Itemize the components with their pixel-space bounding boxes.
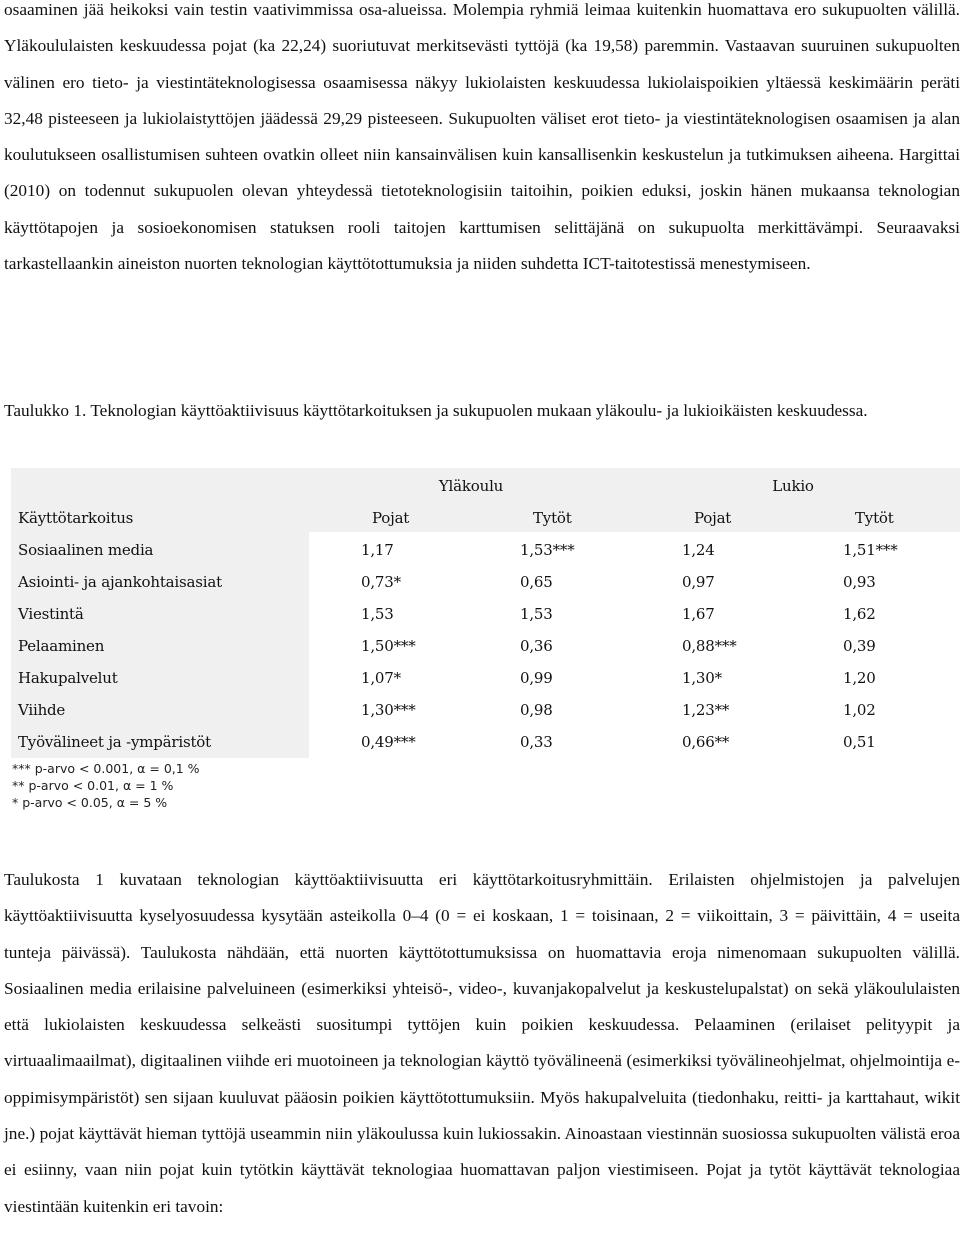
table-row (11, 566, 960, 598)
footnote-p001: ** p-arvo < 0.01, α = 1 % (12, 778, 174, 793)
cell-lukio-pojat: 1,23** (682, 701, 730, 719)
cell-lukio-tytot: 0,39 (843, 637, 876, 655)
table-row (11, 534, 960, 566)
column-header-lukio-pojat: Pojat (694, 509, 732, 527)
cell-lukio-tytot: 0,93 (843, 573, 876, 591)
footnote-p005: * p-arvo < 0.05, α = 5 % (12, 795, 168, 810)
cell-lukio-tytot: 1,51*** (843, 541, 898, 559)
cell-ylakoulu-tytot: 0,98 (520, 701, 553, 719)
row-label: Työvälineet ja -ympäristöt (18, 733, 211, 751)
table-row (11, 694, 960, 726)
cell-ylakoulu-pojat: 0,49*** (361, 733, 416, 751)
row-label: Asiointi- ja ajankohtaisasiat (18, 573, 222, 591)
cell-ylakoulu-tytot: 1,53*** (520, 541, 575, 559)
table-row (11, 726, 960, 758)
body-paragraph-intro: osaaminen jää heikoksi vain testin vaativimmissa osa-alueissa. Molempia ryhmiä leimaa kuitenkin huomattava ero sukupuolten välillä. Yläkoululaisten keskuudessa pojat (ka 22,24) suoriutuvat merkitsevästi tyttöjä (ka 19,58) paremmin. Vastaavan suuruinen sukupuolten välinen ero tieto- ja viestintäteknologisessa osaamisessa näkyy lukiolaisten keskuudessa lukiolaispoikien yltäessä keskimäärin peräti 32,48 pisteeseen ja lukiolaistyttöjen jäädessä 29,29 pisteeseen. Sukupuolten väliset erot tieto- ja viestintäteknologisen osaamisen ja alan koulutukseen osallistumisen suhteen ovatkin olleet niin kansainvälisen kuin kansallisenkin keskustelun ja tutkimuksen aiheena. Hargittai (2010) on todennut sukupuolen olevan yhteydessä tietoteknologisiin taitoihin, poikien eduksi, joskin hänen mukaansa teknologian käyttötapojen ja sosioekonomisen statuksen rooli taitojen karttumisen selittäjänä on sukupuolta merkittävämpi. Seuraavaksi tarkastellaankin aineiston nuorten teknologian käyttötottumuksia ja niiden suhdetta ICT-taitotestissä menestymiseen. (4, 0, 960, 274)
table-row (11, 598, 960, 630)
cell-ylakoulu-pojat: 1,50*** (361, 637, 416, 655)
group-header-ylakoulu: Yläkoulu (438, 477, 504, 495)
cell-lukio-tytot: 1,20 (843, 669, 876, 687)
column-header-ylakoulu-tytot: Tytöt (533, 509, 572, 527)
cell-lukio-tytot: 0,51 (843, 733, 876, 751)
cell-ylakoulu-tytot: 0,36 (520, 637, 553, 655)
cell-ylakoulu-pojat: 1,30*** (361, 701, 416, 719)
cell-ylakoulu-pojat: 1,53 (361, 605, 394, 623)
cell-lukio-pojat: 0,66** (682, 733, 730, 751)
column-header-ylakoulu-pojat: Pojat (372, 509, 410, 527)
cell-ylakoulu-tytot: 0,65 (520, 573, 553, 591)
cell-ylakoulu-pojat: 1,07* (361, 669, 401, 687)
cell-ylakoulu-pojat: 1,17 (361, 541, 394, 559)
table-row (11, 662, 960, 694)
cell-lukio-pojat: 0,97 (682, 573, 715, 591)
row-label: Viihde (18, 701, 66, 719)
footnote-p0001: *** p-arvo < 0.001, α = 0,1 % (12, 761, 200, 776)
row-label: Sosiaalinen media (18, 541, 154, 559)
table-footnotes (12, 760, 200, 811)
cell-lukio-pojat: 1,67 (682, 605, 715, 623)
group-header-lukio: Lukio (772, 477, 814, 495)
table-group-header-row (11, 470, 960, 502)
cell-ylakoulu-tytot: 0,99 (520, 669, 553, 687)
cell-ylakoulu-tytot: 0,33 (520, 733, 553, 751)
column-header-lukio-tytot: Tytöt (855, 509, 894, 527)
row-label: Hakupalvelut (18, 669, 118, 687)
cell-ylakoulu-pojat: 0,73* (361, 573, 401, 591)
cell-lukio-pojat: 1,30* (682, 669, 722, 687)
table-column-header-row (11, 502, 960, 534)
usage-table (11, 468, 960, 758)
row-label: Viestintä (18, 605, 84, 623)
cell-ylakoulu-tytot: 1,53 (520, 605, 553, 623)
cell-lukio-pojat: 0,88*** (682, 637, 737, 655)
cell-lukio-tytot: 1,02 (843, 701, 876, 719)
table-caption: Taulukko 1. Teknologian käyttöaktiivisuus käyttötarkoituksen ja sukupuolen mukaan yläkoulu- ja lukioikäisten keskuudessa. (4, 401, 868, 420)
body-paragraph-discussion: Taulukosta 1 kuvataan teknologian käyttöaktiivisuutta eri käyttötarkoitusryhmittäin. Erilaisten ohjelmistojen ja palvelujen käyttöaktiivisuutta kyselyosuudessa kysytään asteikolla 0–4 (0 = ei koskaan, 1 = toisinaan, 2 = viikoittain, 3 = päivittäin, 4 = useita tunteja päivässä). Taulukosta nähdään, että nuorten käyttötottumuksissa on huomattavia eroja nimenomaan sukupuolten välillä. Sosiaalinen media erilaisine palveluineen (esimerkiksi yhteisö-, video-, kuvanjakopalvelut ja keskustelupalstat) on sekä yläkoululaisten että lukiolaisten keskuudessa selkeästi suositumpi tyttöjen kuin poikien keskuudessa. Pelaaminen (erilaiset pelityypit ja virtuaalimaailmat), digitaalinen viihde eri muotoineen ja teknologian käyttö työvälineenä (esimerkiksi työvälineohjelmat, ohjelmointija e-oppimisympäristöt) sen sijaan kuuluvat pääosin poikien käyttötottumuksiin. Myös hakupalveluita (tiedonhaku, reitti- ja karttahaut, wikit jne.) pojat käyttävät hieman tyttöjä useammin niin yläkoulussa kuin lukiossakin. Ainoastaan viestinnän suosiossa sukupuolten välistä eroa ei esiinny, vaan niin pojat kuin tytötkin käyttävät teknologiaa huomattavan paljon viestimiseen. Pojat ja tytöt käyttävät teknologiaa viestintään kuitenkin eri tavoin: (4, 870, 960, 1216)
table-row (11, 630, 960, 662)
column-header-kayttotarkoitus: Käyttötarkoitus (18, 509, 134, 527)
cell-lukio-tytot: 1,62 (843, 605, 876, 623)
cell-lukio-pojat: 1,24 (682, 541, 715, 559)
row-label: Pelaaminen (18, 637, 105, 655)
